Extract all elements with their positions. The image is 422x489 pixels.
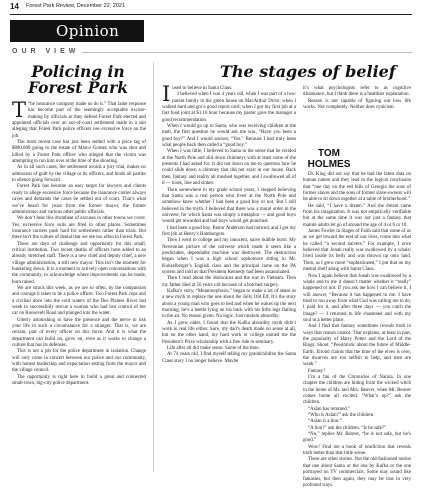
paragraph: “Aslan has returned.” — [308, 406, 351, 412]
page-header — [10, 2, 412, 14]
paragraph: There are other stories. Not the old-fashioned notion that one about Santa or the one by Kafka or the one portrayed on TV commercials. Some may sound like fantasies, but then again, they may be true in very profound ways. — [303, 457, 411, 488]
paragraph: Kafka’s story, “Metamorphosis,” began to make a lot of sense as a new myth to replace the one about the Jolly Old Elf. It’s the story about a young man who goes to bed and when he wakes up the next morning, he’s a beetle lying on his back with his little legs flailing in the air. No reason given. No logic. Just random absurdity. — [162, 289, 296, 320]
header-rule — [10, 14, 412, 15]
column-body-col2 — [303, 86, 411, 142]
paragraph: Fantasy? — [308, 368, 326, 374]
author-byline: TOM HOLMES — [307, 148, 351, 170]
paragraph: Then I read about the Holocaust and the war in Vietnam. Then my father died at 50 years old because of a botched surgery. — [162, 276, 296, 288]
paragraph: “Who is Aslan?” ask the children. — [308, 413, 375, 419]
paper-name-date: Forest Park Review, December 22, 2021 — [26, 3, 126, 9]
column-divider — [153, 62, 154, 472]
column-dropcap: I — [162, 82, 171, 106]
paragraph: As I grew older, I found that the Kafka absurdity myth didn’t work in real life either. Sure, my dad’s death made no sense at all, but on the other hand, my hard work in college earned me the President’s Prize scholarship with a free ride in seminary. — [162, 320, 296, 345]
paragraph: We don’t hear this drumbeat of excuses in other towns we cover. Yes, excessive force suits are filed in other places. Sometimes insurance carriers push hard for settlements rather than trials. But there isn’t the culture of denial that we see too often in Forest Park. — [12, 216, 146, 241]
paragraph: We are struck this week, as we are so often, by the compassion and courage it takes to be a police officer. Two Forest Park cops and a civilian dove into the cold waters of the Des Plaines River last week to successfully rescue a woman who had lost control of her car on Roosevelt Road and plunged into the water. — [12, 285, 146, 317]
paragraph: Dr. King did not say that he had the latest data on human nature and they lead to the logical conclusion that “one day on the red hills of Georgia the sons of former slaves and the sons of former slave-owners will be able to sit down together at a table of brotherhood.” — [303, 172, 411, 203]
paragraph: When I was little, I believed in Santa in the sense that he resided at the North Pole and slid down chimneys with at least some of the presents I had asked for. It did not dawn on me to question how he could slide down a chimney that did not exist in our house. Back then, fantasy and reality all mushed together, and I swallowed all of it — hook, line and sinker. — [162, 149, 296, 187]
section-banner: Opinion — [10, 20, 144, 42]
paragraph: “A lion?” ask the children. “Is he safe?” — [308, 425, 387, 431]
paragraph: I’m a fan of the Chronicles of Narnia. In one chapter the children are hiding from the wicked witch in the home of Mr. and Mrs. Beaver, when Mr. Beaver comes home all excited. “What’s up?” ask the children. — [303, 375, 411, 406]
paragraph: Wow! Find me a book of nonfiction that reveals truth better than that little scene. — [303, 444, 411, 457]
editorial-body — [12, 98, 146, 474]
paragraph: And I find that fantasy sometimes reveals truth in ways that reason cannot. That explains, at least in part, the popularity of Harry Potter and the Lord of the Rings. Shoot. “Pessimistic about the future of Middle-Earth, Elrond claims that the time of the elves is over, the dwarves are too selfish to help, and men are weak.” — [303, 324, 411, 368]
paragraph: I had been a good boy. Pastor Anderson had noticed, and I got my first job at Henry’s Hamburgers. — [162, 225, 296, 237]
page-number: 14 — [10, 2, 19, 11]
paragraph: Now I again believe that Jonah was swallowed by a whale and to me it doesn’t matter whether it “really” happened or not. If you ask me how I can believe it, I will answer, “Because it has happened to me. I have tried to run away from what God was calling me to do, I paid for it, and after three days — you catch the image? — I returned to life chastened and with my soul in a better place. — [303, 273, 411, 323]
paragraph: He said, “I have a dream.” And the dream came from his imagination. It was not empirically verifiable but at the same time it was not just a fantasy that mature adults let go of around the age of 4 or 6 or 10. — [303, 203, 411, 228]
paragraph: “No,” replies Mr. Beaver, “he is not safe, but he’s good.” — [303, 432, 411, 444]
paragraph: These are days of challenge and opportunity for this small, critical institution. Two recent deaths of officers have added to an already stretched staff. There is a new chief and deputy chief, a new village administration, a still new mayor. This isn’t the moment for hunkering down. It is a moment to actively open conversations with the community, to acknowledge where improvements can be made, burn raised. — [12, 241, 146, 285]
paragraph: When I would go up to Santa, who was receiving children at the mall, the first question he would ask me was, “Have you been a good boy?” And I would answer, “Yes.” Because I had truly been what people back then called a “good boy.” — [162, 124, 296, 149]
editorial-dropcap: T — [12, 98, 27, 122]
paragraph: As in all such cases, the settlement avoids a jury trial, makes no admission of guilt by the village or its officers, and binds all parties to silence going forward. — [12, 165, 146, 184]
editorial-headline: Policing in Forest Park — [28, 62, 128, 97]
paragraph: This is not a job for the police department in isolation. Change will only come in concert between our police and our community, with honest leadership and expectation setting from the mayor and the village council. — [12, 349, 146, 374]
paragraph: The most recent case has just been settled with a price tag of $800,000 going to the estate of Marco Gomez who was shot and killed by a Forest Park officer who alleged that the victim was attempting to run him over at the time of the shooting. — [12, 140, 146, 165]
paragraph: I believed when I was 4 years old, when I was part of a two-parent family in the green house on MacArthur Drive; when I walked hard and got a good report card; when I got my first job at a fast food joint at $1.10 hour because my pastor gave the manager a good recommendation. — [162, 92, 296, 123]
subhead-rule — [82, 52, 412, 53]
paragraph: James Fowler in Stages of Faith said that some of us as we get toward the end of our lives, come into what he called “a second naivete.” For example, I once believed that Jonah really was swallowed by a whale; lived inside its belly and was thrown up onto land. Then, as I grew more “sophisticated,” I put that on my mental shelf along with Santa Claus. — [303, 229, 411, 273]
paragraph: “Aslan is a lion.” — [308, 419, 342, 425]
paragraph: Then somewhere in my grade school years, I stopped believing that Santa was a real person who lived at the North Pole and somehow knew whether I had been a good boy or not. But I still believed in the myth. I believed that there was a moral order in the universe, for which Santa was simply a metaphor — and good boys would get rewarded and bad boys would get punished. — [162, 187, 296, 225]
paragraph: Reason is not capable of figuring out how life works. Not completely. Neither does cynicism. — [303, 98, 411, 111]
paragraph: used to believe in Santa Claus. — [172, 86, 233, 91]
paragraph: At 74 years old, I find myself telling my grandchildren the Santa Claus story I no longer believe. Maybe — [162, 352, 296, 364]
paragraph: Utterly astonishing to have the presence and the nerve to risk your life in such a circumstance for a stranger. That is, we are certain, part of every officer on this force. And it is what the department can build on, grow on, even as it works to change a culture that has its defenses. — [12, 317, 146, 349]
column-body-col2-lower — [303, 172, 411, 488]
paragraph: it’s what psychologists refer to as cognitive dissonance, but I think there is a healthier explanation. — [303, 86, 411, 98]
column-headline: The stages of belief — [220, 62, 396, 81]
paragraph: Forest Park has become an easy target for lawyers and clients ready to allege excessive force because the insurance carrier always caves and demands the cases be settled out of court. That’s what we’ve heard for years from the former mayor, the former administrator and various other public officials. — [12, 184, 146, 215]
paragraph: The opportunity is right here to build a great and connected small-town, big-city police department. — [12, 374, 146, 387]
column-body-col1 — [162, 82, 296, 474]
paragraph: “he insurance company made us do it.” That lame response has become part of the seemingly acceptable excuse-making by officials as they defend Forest Park elected and appointed officials over an out-of-court settlement made in a suit alleging that Forest Park police officers use excessive force on the job. — [12, 102, 146, 139]
paragraph: Life after all did make sense. Some of the time. — [167, 346, 260, 352]
section-subhead: OUR VIEW — [12, 48, 80, 55]
paragraph: Then I went to college and my innocent, naive bubble burst. My Newtonian picture of the universe which made it seem like a predictable, dependable machine was destroyed. The destruction began when I was a high school sophomore sitting in Mr. Kunzelberger’s English class and the principal came on the PA system and told us that President Kennedy had been assassinated. — [162, 238, 296, 275]
